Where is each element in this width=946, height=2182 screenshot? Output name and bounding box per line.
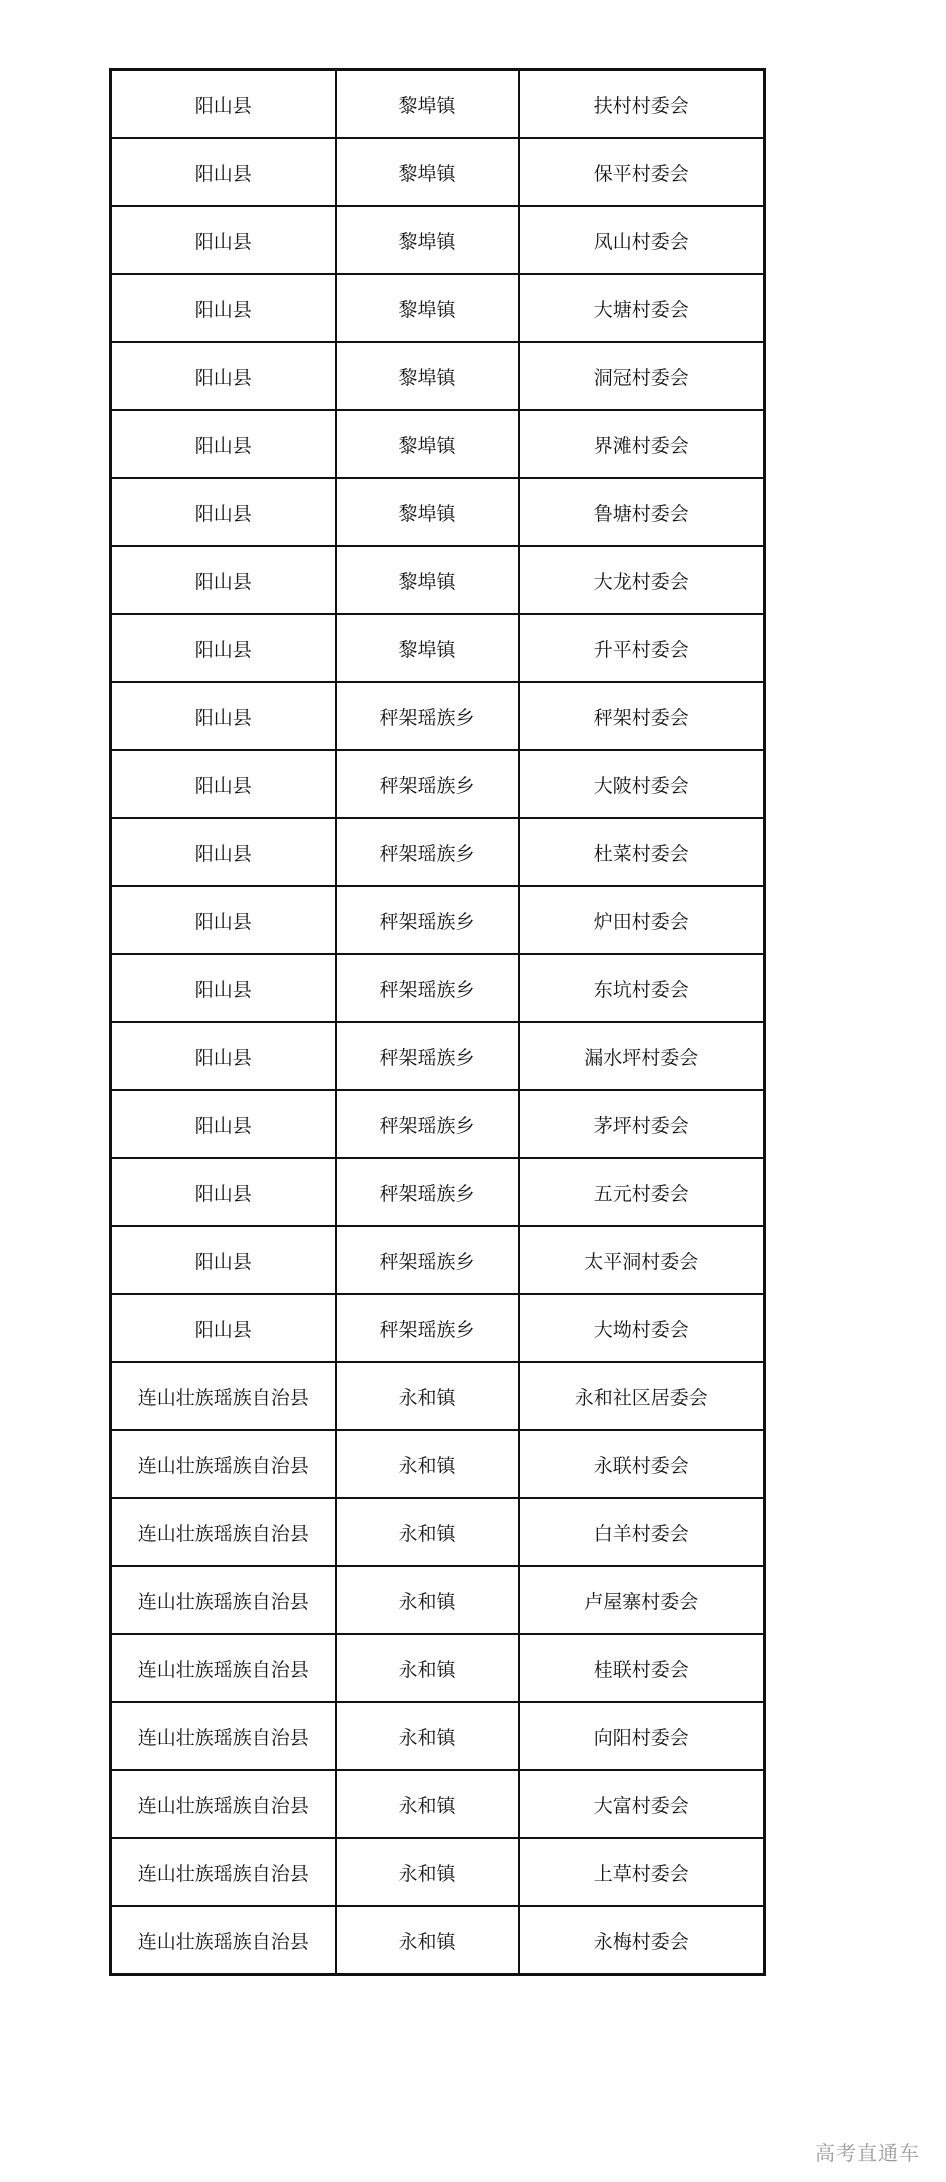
village-cell: 永和社区居委会 <box>519 1362 765 1430</box>
town-cell: 永和镇 <box>336 1770 519 1838</box>
table-row <box>111 1022 765 1090</box>
village-cell: 茅坪村委会 <box>519 1090 765 1158</box>
table-row <box>111 614 765 682</box>
village-cell: 上草村委会 <box>519 1838 765 1906</box>
town-cell: 黎埠镇 <box>336 206 519 274</box>
town-cell: 永和镇 <box>336 1498 519 1566</box>
village-cell: 大龙村委会 <box>519 546 765 614</box>
table-row <box>111 1702 765 1770</box>
town-cell: 黎埠镇 <box>336 410 519 478</box>
table-body <box>111 70 765 1975</box>
town-cell: 永和镇 <box>336 1906 519 1975</box>
village-cell: 保平村委会 <box>519 138 765 206</box>
village-cell: 白羊村委会 <box>519 1498 765 1566</box>
town-cell: 永和镇 <box>336 1838 519 1906</box>
table-row <box>111 342 765 410</box>
table-row <box>111 1838 765 1906</box>
town-cell: 秤架瑶族乡 <box>336 1294 519 1362</box>
table-row <box>111 1906 765 1975</box>
table-row <box>111 274 765 342</box>
county-cell: 阳山县 <box>111 614 336 682</box>
county-cell: 阳山县 <box>111 1226 336 1294</box>
table-row <box>111 954 765 1022</box>
town-cell: 永和镇 <box>336 1634 519 1702</box>
table-row <box>111 682 765 750</box>
county-cell: 连山壮族瑶族自治县 <box>111 1566 336 1634</box>
county-cell: 阳山县 <box>111 478 336 546</box>
table-row <box>111 1770 765 1838</box>
town-cell: 黎埠镇 <box>336 70 519 139</box>
town-cell: 黎埠镇 <box>336 478 519 546</box>
town-cell: 黎埠镇 <box>336 138 519 206</box>
county-cell: 阳山县 <box>111 886 336 954</box>
table-row <box>111 750 765 818</box>
village-cell: 永联村委会 <box>519 1430 765 1498</box>
town-cell: 黎埠镇 <box>336 614 519 682</box>
table-row <box>111 546 765 614</box>
town-cell: 黎埠镇 <box>336 274 519 342</box>
county-cell: 阳山县 <box>111 274 336 342</box>
town-cell: 黎埠镇 <box>336 546 519 614</box>
village-list-table <box>109 68 766 1976</box>
table-row <box>111 410 765 478</box>
county-cell: 阳山县 <box>111 818 336 886</box>
watermark-text: 高考直通车 <box>815 2141 920 2165</box>
table-row <box>111 1566 765 1634</box>
county-cell: 阳山县 <box>111 206 336 274</box>
table-row <box>111 1090 765 1158</box>
town-cell: 永和镇 <box>336 1566 519 1634</box>
town-cell: 秤架瑶族乡 <box>336 886 519 954</box>
town-cell: 秤架瑶族乡 <box>336 1090 519 1158</box>
county-cell: 阳山县 <box>111 546 336 614</box>
county-cell: 阳山县 <box>111 138 336 206</box>
table-row <box>111 1634 765 1702</box>
table-row <box>111 478 765 546</box>
town-cell: 永和镇 <box>336 1430 519 1498</box>
town-cell: 永和镇 <box>336 1702 519 1770</box>
table-row <box>111 70 765 139</box>
town-cell: 永和镇 <box>336 1362 519 1430</box>
county-cell: 阳山县 <box>111 410 336 478</box>
county-cell: 阳山县 <box>111 1294 336 1362</box>
village-cell: 卢屋寨村委会 <box>519 1566 765 1634</box>
village-cell: 洞冠村委会 <box>519 342 765 410</box>
table-row <box>111 1498 765 1566</box>
village-cell: 大塘村委会 <box>519 274 765 342</box>
county-cell: 阳山县 <box>111 954 336 1022</box>
table-row <box>111 886 765 954</box>
village-cell: 五元村委会 <box>519 1158 765 1226</box>
table-row <box>111 1430 765 1498</box>
village-cell: 桂联村委会 <box>519 1634 765 1702</box>
table-row <box>111 1362 765 1430</box>
village-cell: 东坑村委会 <box>519 954 765 1022</box>
village-cell: 秤架村委会 <box>519 682 765 750</box>
table-row <box>111 206 765 274</box>
county-cell: 阳山县 <box>111 70 336 139</box>
town-cell: 秤架瑶族乡 <box>336 954 519 1022</box>
table-row <box>111 1158 765 1226</box>
county-cell: 连山壮族瑶族自治县 <box>111 1702 336 1770</box>
town-cell: 黎埠镇 <box>336 342 519 410</box>
village-cell: 大坳村委会 <box>519 1294 765 1362</box>
village-cell: 永梅村委会 <box>519 1906 765 1975</box>
village-cell: 界滩村委会 <box>519 410 765 478</box>
county-cell: 阳山县 <box>111 682 336 750</box>
county-cell: 阳山县 <box>111 1090 336 1158</box>
county-cell: 连山壮族瑶族自治县 <box>111 1906 336 1975</box>
village-cell: 太平洞村委会 <box>519 1226 765 1294</box>
village-cell: 鲁塘村委会 <box>519 478 765 546</box>
table-row <box>111 1294 765 1362</box>
county-cell: 阳山县 <box>111 1022 336 1090</box>
table-row <box>111 818 765 886</box>
town-cell: 秤架瑶族乡 <box>336 1158 519 1226</box>
county-cell: 阳山县 <box>111 342 336 410</box>
village-cell: 向阳村委会 <box>519 1702 765 1770</box>
county-cell: 连山壮族瑶族自治县 <box>111 1634 336 1702</box>
village-cell: 扶村村委会 <box>519 70 765 139</box>
county-cell: 连山壮族瑶族自治县 <box>111 1770 336 1838</box>
village-cell: 凤山村委会 <box>519 206 765 274</box>
village-cell: 漏水坪村委会 <box>519 1022 765 1090</box>
village-cell: 炉田村委会 <box>519 886 765 954</box>
town-cell: 秤架瑶族乡 <box>336 1022 519 1090</box>
village-cell: 大陂村委会 <box>519 750 765 818</box>
town-cell: 秤架瑶族乡 <box>336 682 519 750</box>
county-cell: 阳山县 <box>111 1158 336 1226</box>
county-cell: 连山壮族瑶族自治县 <box>111 1838 336 1906</box>
county-cell: 连山壮族瑶族自治县 <box>111 1498 336 1566</box>
village-cell: 杜菜村委会 <box>519 818 765 886</box>
village-cell: 升平村委会 <box>519 614 765 682</box>
document-page <box>109 68 763 1976</box>
table-row <box>111 1226 765 1294</box>
town-cell: 秤架瑶族乡 <box>336 818 519 886</box>
county-cell: 连山壮族瑶族自治县 <box>111 1362 336 1430</box>
town-cell: 秤架瑶族乡 <box>336 1226 519 1294</box>
village-cell: 大富村委会 <box>519 1770 765 1838</box>
county-cell: 阳山县 <box>111 750 336 818</box>
town-cell: 秤架瑶族乡 <box>336 750 519 818</box>
table-row <box>111 138 765 206</box>
county-cell: 连山壮族瑶族自治县 <box>111 1430 336 1498</box>
